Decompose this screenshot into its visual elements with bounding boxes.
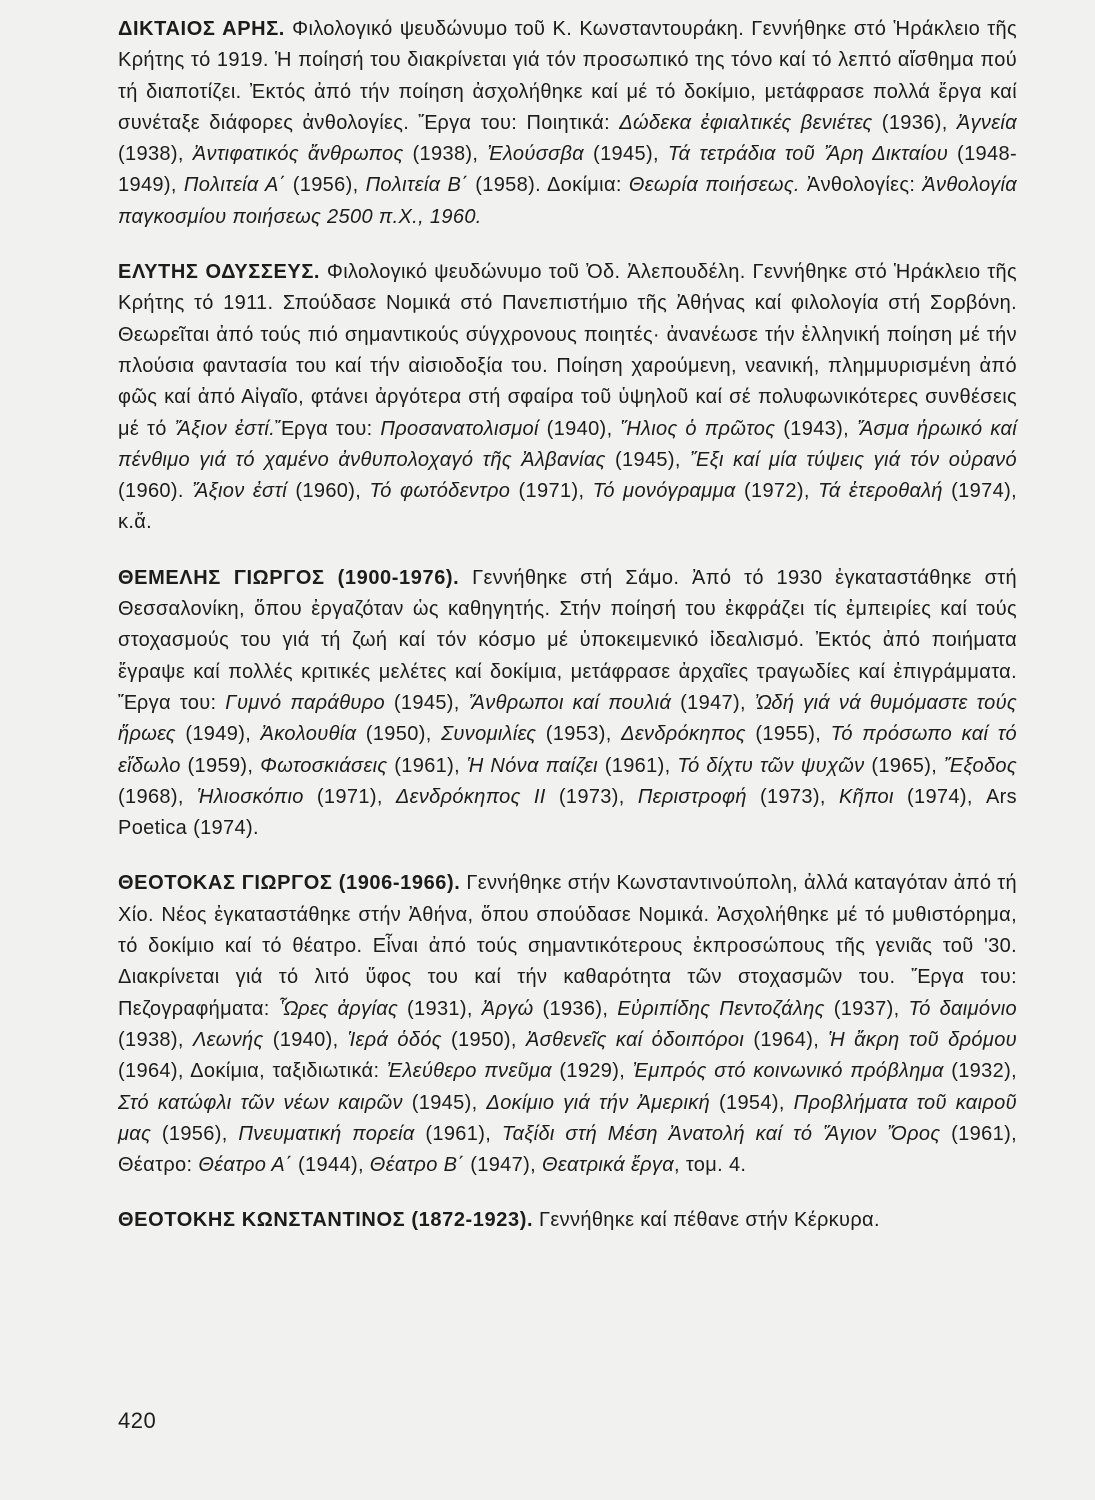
entry-elytis: ΕΛΥΤΗΣ ΟΔΥΣΣΕΥΣ. Φιλολογικό ψευδώνυμο τοῦ Ὀδ. Ἀλεπουδέλη. Γεννήθηκε στό Ἡράκλειο τῆς Κρήτης τό 1911. Σπούδασε Νομικά στό Πανεπιστήμιο τῆς Ἀθήνας καί φιλολογία στή Σορβόνη. Θεωρεῖται ἀπό τούς πιό σημαντικούς σύγχρονους ποιητές· ἀνανέωσε τήν ἑλληνική ποίηση μέ τήν πλούσια φαντασία του καί τήν αἰσιοδοξία του. Ποίηση χαρούμενη, νεανική, πλημμυρισμένη ἀπό φῶς καί ἀπό Αἰγαῖο, φτάνει ἀργότερα στή σφαίρα τοῦ ὑψηλοῦ καί σέ πολυφωνικότερες συνθέσεις μέ τό Ἄξιον ἐστί.Ἔργα του: Προσανατολισμοί (1940), Ἥλιος ὁ πρῶτος (1943), Ἄσμα ἡρωικό καί πένθιμο γιά τό χαμένο ἀνθυπολοχαγό τῆς Ἀλβανίας (1945), Ἔξι καί μία τύψεις γιά τόν οὐρανό (1960). Ἄξιον ἐστί (1960), Τό φωτόδεντρο (1971), Τό μονόγραμμα (1972), Τά ἑτεροθαλή (1974), κ.ἄ. [118, 261, 1017, 534]
entry-theotokas: ΘΕΟΤΟΚΑΣ ΓΙΩΡΓΟΣ (1906-1966). Γεννήθηκε στήν Κωνσταντινούπολη, ἀλλά καταγόταν ἀπό τή Χίο. Νέος ἐγκαταστάθηκε στήν Ἀθήνα, ὅπου σπούδασε Νομικά. Ἀσχολήθηκε μέ τό μυθιστόρημα, τό δοκίμιο καί τό θέατρο. Εἶναι ἀπό τούς σημαντικότερους ἐκπροσώπους τῆς γενιᾶς τοῦ '30. Διακρίνεται γιά τό λιτό ὕφος του καί τήν καθαρότητα τῶν στοχασμῶν του. Ἔργα του: Πεζογραφήματα: Ὧρες ἀργίας (1931), Ἀργώ (1936), Εὐριπίδης Πεντοζάλης (1937), Τό δαιμόνιο (1938), Λεωνής (1940), Ἱερά ὁδός (1950), Ἀσθενεῖς καί ὁδοιπόροι (1964), Ἡ ἄκρη τοῦ δρόμου (1964), Δοκίμια, ταξιδιωτικά: Ἐλεύθερο πνεῦμα (1929), Ἐμπρός στό κοινωνικό πρόβλημα (1932), Στό κατώφλι τῶν νέων καιρῶν (1945), Δοκίμιο γιά τήν Ἀμερική (1954), Προβλήματα τοῦ καιροῦ μας (1956), Πνευματική πορεία (1961), Ταξίδι στή Μέση Ἀνατολή καί τό Ἅγιον Ὄρος (1961), Θέατρο: Θέατρο Α΄ (1944), Θέατρο Β΄ (1947), Θεατρικά ἔργα, τομ. 4. [118, 872, 1018, 1177]
entry-heading: ΘΕΟΤΟΚΑΣ ΓΙΩΡΓΟΣ (1906-1966). [118, 872, 461, 895]
entry-heading: ΕΛΥΤΗΣ ΟΔΥΣΣΕΥΣ. [118, 261, 321, 284]
entry-heading: ΘΕΟΤΟΚΗΣ ΚΩΝΣΤΑΝΤΙΝΟΣ (1872-1923). [118, 1209, 534, 1232]
entry-heading: ΔΙΚΤΑΙΟΣ ΑΡΗΣ. [118, 18, 285, 40]
page-number: 420 [118, 1408, 157, 1433]
entry-themelis: ΘΕΜΕΛΗΣ ΓΙΩΡΓΟΣ (1900-1976). Γεννήθηκε στή Σάμο. Ἀπό τό 1930 ἐγκαταστάθηκε στή Θεσσαλονίκη, ὅπου ἐργαζόταν ὡς καθηγητής. Στήν ποίησή του ἐκφράζει τίς ἐμπειρίες καί τούς στοχασμούς του γιά τή ζωή καί τόν κόσμο μέ ὑποκειμενικό ἰδεαλισμό. Ἐκτός ἀπό ποιήματα ἔγραψε καί πολλές κριτικές μελέτες καί δοκίμια, μετάφρασε ἀρχαῖες τραγωδίες καί ἐπιγράμματα. Ἔργα του: Γυμνό παράθυρο (1945), Ἄνθρωποι καί πουλιά (1947), Ὠδή γιά νά θυμόμαστε τούς ἥρωες (1949), Ἀκολουθία (1950), Συνομιλίες (1953), Δενδρόκηπος (1955), Τό πρόσωπο καί τό εἴδωλο (1959), Φωτοσκιάσεις (1961), Ἡ Νόνα παίζει (1961), Τό δίχτυ τῶν ψυχῶν (1965), Ἔξοδος (1968), Ἡλιοσκόπιο (1971), Δενδρόκηπος ΙΙ (1973), Περιστροφή (1973), Κῆποι (1974), Ars Poetica (1974). [118, 566, 1017, 840]
entry-heading: ΘΕΜΕΛΗΣ ΓΙΩΡΓΟΣ (1900-1976). [118, 566, 460, 589]
entry-theotokis: ΘΕΟΤΟΚΗΣ ΚΩΝΣΤΑΝΤΙΝΟΣ (1872-1923). Γεννήθηκε καί πέθανε στήν Κέρκυρα. [118, 1209, 880, 1232]
entry-diktaios: ΔΙΚΤΑΙΟΣ ΑΡΗΣ. Φιλολογικό ψευδώνυμο τοῦ Κ. Κωνσταντουράκη. Γεννήθηκε στό Ἡράκλειο τῆς Κρήτης τό 1919. Ἡ ποίησή του διακρίνεται γιά τόν προσωπικό της τόνο καί τό λεπτό αἴσθημα πού τή διαποτίζει. Ἐκτός ἀπό τήν ποίηση ἀσχολήθηκε καί μέ τό δοκίμιο, μετάφρασε πολλά ἔργα καί συνέταξε διάφορες ἀνθολογίες. Ἔργα του: Ποιητικά: Δώδεκα ἐφιαλτικές βενιέτες (1936), Ἀγνεία (1938), Ἀντιφατικός ἄνθρωπος (1938), Ἐλούσσβα (1945), Τά τετράδια τοῦ Ἄρη Δικταίου (1948-1949), Πολιτεία Α΄ (1956), Πολιτεία Β΄ (1958). Δοκίμια: Θεωρία ποιήσεως. Ἀνθολογίες: Ἀνθολογία παγκοσμίου ποιήσεως 2500 π.Χ., 1960. [118, 18, 1017, 228]
